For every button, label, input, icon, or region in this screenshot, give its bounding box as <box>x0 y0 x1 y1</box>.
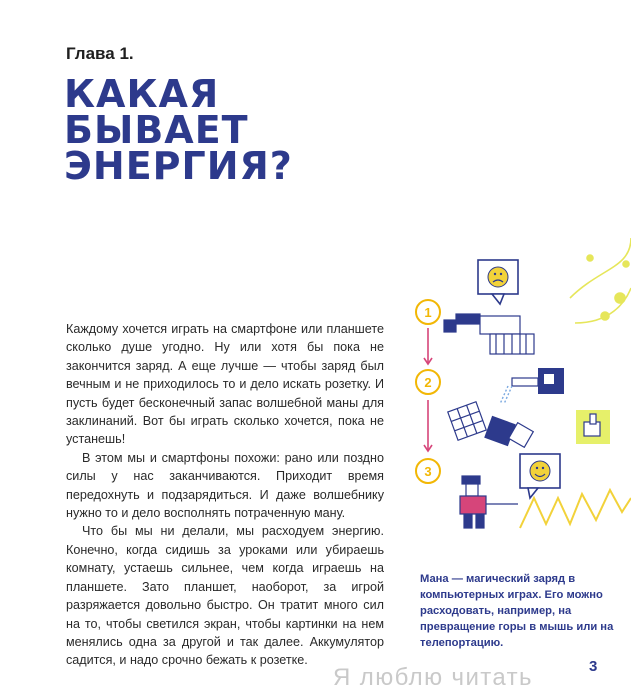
step-3-badge <box>416 459 440 483</box>
happy-face-icon <box>520 454 560 498</box>
pixel-head-icon <box>500 368 564 404</box>
page-number: 3 <box>589 658 598 675</box>
pixel-device-icon <box>444 314 534 354</box>
body-text <box>66 320 384 670</box>
zigzag-icon <box>520 490 631 528</box>
step-2-badge <box>416 370 440 394</box>
paragraph: Что бы мы ни делали, мы расходуем энергию. Конечно, когда сидишь за уроками или убираешь комнату, устаешь сильнее, чем когда играешь на планшете. Зато планшет, наоборот, за игрой разряжается довольно быстро. Он тратит много сил на то, чтобы светился экран, чтобы картинки на нем менялись одна за другой и так далее. Аккумулятор садится, и надо срочно бежать к розетке. <box>66 524 384 668</box>
title-line: КАКАЯ <box>64 72 220 116</box>
illustration-caption: Мана — магический заряд в компьютерных играх. Его можно расходовать, например, на превращение горы в мышь или на телепортацию. <box>420 573 614 649</box>
step-number: 3 <box>424 464 432 479</box>
pixel-wizard-icon <box>460 476 518 528</box>
doodle-icon <box>570 238 631 323</box>
sad-face-icon <box>478 260 518 304</box>
grid-shape-icon <box>448 402 534 448</box>
step-number: 1 <box>424 305 432 320</box>
step-number: 2 <box>424 375 432 390</box>
thumbs-up-icon <box>576 410 610 444</box>
watermark: Я люблю читать <box>333 664 533 691</box>
mana-illustration <box>400 228 631 560</box>
step-1-badge <box>416 300 440 324</box>
chapter-title <box>64 72 424 188</box>
paragraph: В этом мы и смартфоны похожи: рано или поздно силы у нас заканчиваются. Приходит время передохнуть и подзарядиться. И даже волшебнику нужно то и дело восполнять потраченную ману. <box>66 450 384 521</box>
title-line: ЭНЕРГИЯ? <box>64 144 293 188</box>
chapter-label: Глава 1. <box>66 44 134 63</box>
paragraph: Каждому хочется играть на смартфоне или планшете сколько душе угодно. Ну или хотя бы пока не закончится заряд. А еще лучше — чтобы заряд был вечным и не приходилось то и дело искать розетку. И пусть будет бесконечный запас волшебной маны для заклинаний. Вот бы играть сколько хочется, пока не устанешь! <box>66 322 384 447</box>
title-line: БЫВАЕТ <box>64 108 249 152</box>
